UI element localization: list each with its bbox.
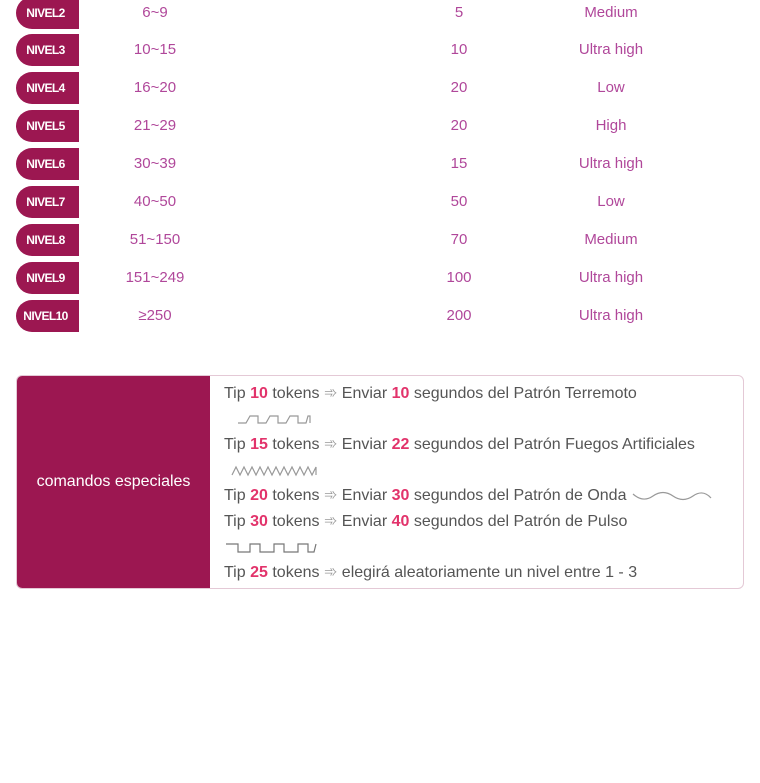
command-item	[224, 383, 637, 405]
fireworks-pattern-icon	[230, 460, 320, 482]
level-range: 21~29	[133, 117, 177, 134]
command-description: segundos del Patrón Fuegos Artificiales	[413, 436, 695, 453]
level-badge: NIVEL4	[16, 72, 79, 104]
special-commands-panel	[16, 375, 744, 589]
tip-word: Tip	[224, 385, 246, 402]
command-item	[224, 485, 713, 507]
arrow-icon: ➾	[323, 564, 338, 581]
seconds-amount: 22	[391, 436, 410, 453]
tip-amount: 25	[250, 564, 268, 581]
tip-word: Tip	[224, 436, 246, 453]
level-tokens: 200	[446, 307, 472, 324]
level-intensity: Low	[597, 193, 625, 210]
seconds-amount: 10	[391, 385, 410, 402]
level-intensity: Ultra high	[578, 41, 644, 58]
level-range: 16~20	[133, 79, 177, 96]
level-tokens: 70	[450, 231, 468, 248]
level-range: 40~50	[133, 193, 177, 210]
level-range: 51~150	[129, 231, 181, 248]
level-row	[0, 224, 760, 256]
level-range: 6~9	[142, 4, 168, 21]
earthquake-pattern-icon	[236, 409, 312, 431]
level-intensity: Low	[597, 79, 625, 96]
level-badge: NIVEL2	[16, 0, 79, 29]
command-item	[224, 511, 627, 533]
level-badge: NIVEL6	[16, 148, 79, 180]
level-badge: NIVEL10	[16, 300, 79, 332]
action-word: Enviar	[341, 487, 388, 504]
level-badge: NIVEL5	[16, 110, 79, 142]
level-intensity: Ultra high	[578, 307, 644, 324]
tokens-word: tokens	[272, 436, 320, 453]
level-row	[0, 110, 760, 142]
level-row	[0, 148, 760, 180]
action-word: Enviar	[341, 436, 388, 453]
level-row	[0, 34, 760, 66]
level-range: 30~39	[133, 155, 177, 172]
wave-pattern-icon	[631, 487, 713, 504]
level-tokens: 20	[450, 79, 468, 96]
level-intensity: Ultra high	[578, 269, 644, 286]
tip-amount: 30	[250, 513, 268, 530]
command-description: segundos del Patrón Terremoto	[413, 385, 637, 402]
level-range: 10~15	[133, 41, 177, 58]
level-tokens: 10	[450, 41, 468, 58]
level-range: 151~249	[125, 269, 185, 286]
level-row	[0, 0, 760, 29]
action-word: Enviar	[341, 513, 388, 530]
pulse-pattern-icon	[224, 537, 320, 559]
level-row	[0, 262, 760, 294]
command-item	[224, 434, 695, 456]
tip-word: Tip	[224, 513, 246, 530]
level-row	[0, 72, 760, 104]
arrow-icon: ➾	[323, 513, 338, 530]
level-range: ≥250	[138, 307, 172, 324]
arrow-icon: ➾	[323, 487, 338, 504]
level-tokens: 20	[450, 117, 468, 134]
level-intensity: High	[595, 117, 627, 134]
level-tokens: 15	[450, 155, 468, 172]
level-tokens: 50	[450, 193, 468, 210]
tip-word: Tip	[224, 564, 246, 581]
level-intensity: Medium	[584, 4, 638, 21]
level-badge: NIVEL8	[16, 224, 79, 256]
tip-amount: 15	[250, 436, 268, 453]
seconds-amount: 40	[391, 513, 410, 530]
command-description: segundos del Patrón de Pulso	[413, 513, 628, 530]
level-intensity: Ultra high	[578, 155, 644, 172]
command-description: segundos del Patrón de Onda	[413, 487, 627, 504]
random-command-item	[224, 562, 637, 584]
arrow-icon: ➾	[323, 436, 338, 453]
special-commands-label: comandos especiales	[17, 376, 210, 588]
tokens-word: tokens	[272, 487, 320, 504]
level-tokens: 100	[446, 269, 472, 286]
arrow-icon: ➾	[323, 385, 338, 402]
tokens-word: tokens	[272, 513, 320, 530]
tokens-word: tokens	[272, 385, 320, 402]
level-row	[0, 186, 760, 218]
action-word: Enviar	[341, 385, 388, 402]
level-badge: NIVEL7	[16, 186, 79, 218]
seconds-amount: 30	[391, 487, 410, 504]
tip-amount: 10	[250, 385, 268, 402]
tip-amount: 20	[250, 487, 268, 504]
random-command-description: elegirá aleatoriamente un nivel entre 1 - 3	[341, 564, 638, 581]
tokens-word: tokens	[272, 564, 320, 581]
level-row	[0, 300, 760, 332]
level-tokens: 5	[454, 4, 464, 21]
tip-word: Tip	[224, 487, 246, 504]
level-intensity: Medium	[584, 231, 638, 248]
level-badge: NIVEL3	[16, 34, 79, 66]
level-badge: NIVEL9	[16, 262, 79, 294]
